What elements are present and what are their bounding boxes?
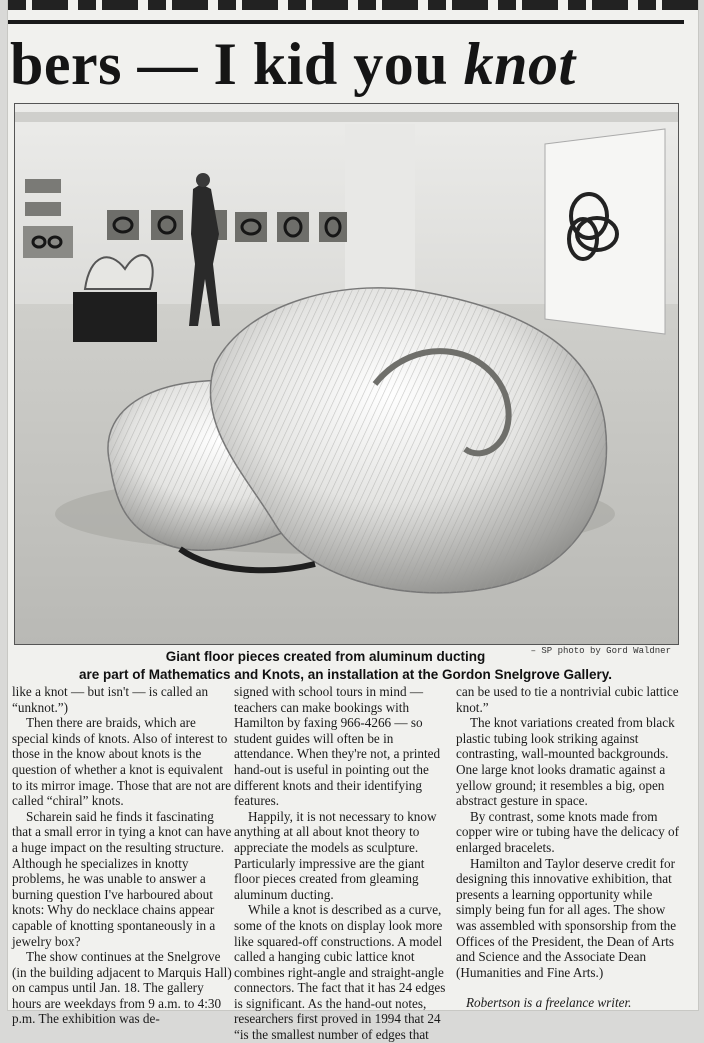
cut-off-masthead bbox=[8, 0, 698, 10]
photo-caption bbox=[14, 648, 677, 684]
article-column-1 bbox=[12, 684, 232, 1027]
paragraph: signed with school tours in mind — teachers can make bookings with Hamilton by faxing 966-4266 — so student guides will often be in attendance. When they're not, a printed hand-out is useful in pointing out the different knots and their identifying features. bbox=[234, 684, 441, 809]
gallery-photo bbox=[14, 103, 679, 645]
paragraph: By contrast, some knots made from copper wire or tubing have the delicacy of enlarged bracelets. bbox=[456, 808, 679, 855]
paragraph: The knot variations created from black plastic tubing look striking against contrasting, wall-mounted backgrounds. One large knot looks dramatic against a yellow ground; it resembles a big, open abstract gesture in space. bbox=[456, 715, 675, 809]
paragraph: can be used to tie a nontrivial cubic lattice knot.” bbox=[456, 684, 679, 715]
paragraph: like a knot — but isn't — is called an “unknot.”) bbox=[12, 684, 209, 715]
headline bbox=[10, 28, 690, 100]
article-column-3 bbox=[456, 684, 680, 1011]
photo-credit: – SP photo by Gord Waldner bbox=[530, 646, 671, 656]
headline-text: bers — I kid you bbox=[10, 31, 464, 97]
paragraph: Happily, it is not necessary to know anything at all about knot theory to appreciate the models as sculpture. Particularly impressive are the giant floor pieces created from gleaming aluminum ducting. bbox=[234, 808, 437, 902]
article-column-2 bbox=[234, 684, 448, 1043]
paragraph: Scharein said he finds it fascinating that a small error in tying a knot can have a huge impact on the resulting structure. Although he specializes in knotty problems, he was unable to answer a burning question I've harboured about knots: Why do necklace chains appear capable of knotting spontaneously in a jewelry box? bbox=[12, 808, 232, 949]
paragraph: While a knot is described as a curve, some of the knots on display look more like squared-off constructions. A model called a hanging cubic lattice knot combines right-angle and straight-angle connectors. The fact that it has 24 edges is significant. As the hand-out notes, researchers first proved in 1994 that 24 “is the smallest number of edges that bbox=[234, 902, 446, 1043]
headline-italic-word: knot bbox=[463, 31, 576, 97]
knot-sculpture-photo bbox=[15, 104, 678, 644]
paragraph: Hamilton and Taylor deserve credit for designing this innovative exhibition, that presents a learning opportunity while simply being fun for all ages. The show was assembled with sponsorship from the Offices of the President, the Dean of Arts and Science and the Associate Dean (Humanities and Fine Arts.) bbox=[456, 855, 677, 980]
author-byline: Robertson is a freelance writer. bbox=[466, 995, 632, 1011]
caption-line-2: are part of Mathematics and Knots, an installation at the Gordon Snelgrove Gallery. bbox=[78, 667, 613, 682]
caption-line-1: Giant floor pieces created from aluminum ducting bbox=[165, 649, 486, 664]
paragraph: The show continues at the Snelgrove (in the building adjacent to Marquis Hall) on campus until Jan. 18. The gallery hours are weekdays from 9 a.m. to 4:30 p.m. The exhibition was de- bbox=[12, 949, 232, 1027]
paragraph: Then there are braids, which are special kinds of knots. Also of interest to those in the know about knots is the question of whether a knot is equivalent to its mirror image. Those that are not are called “chiral” knots. bbox=[12, 715, 232, 809]
headline-rule bbox=[8, 20, 684, 24]
